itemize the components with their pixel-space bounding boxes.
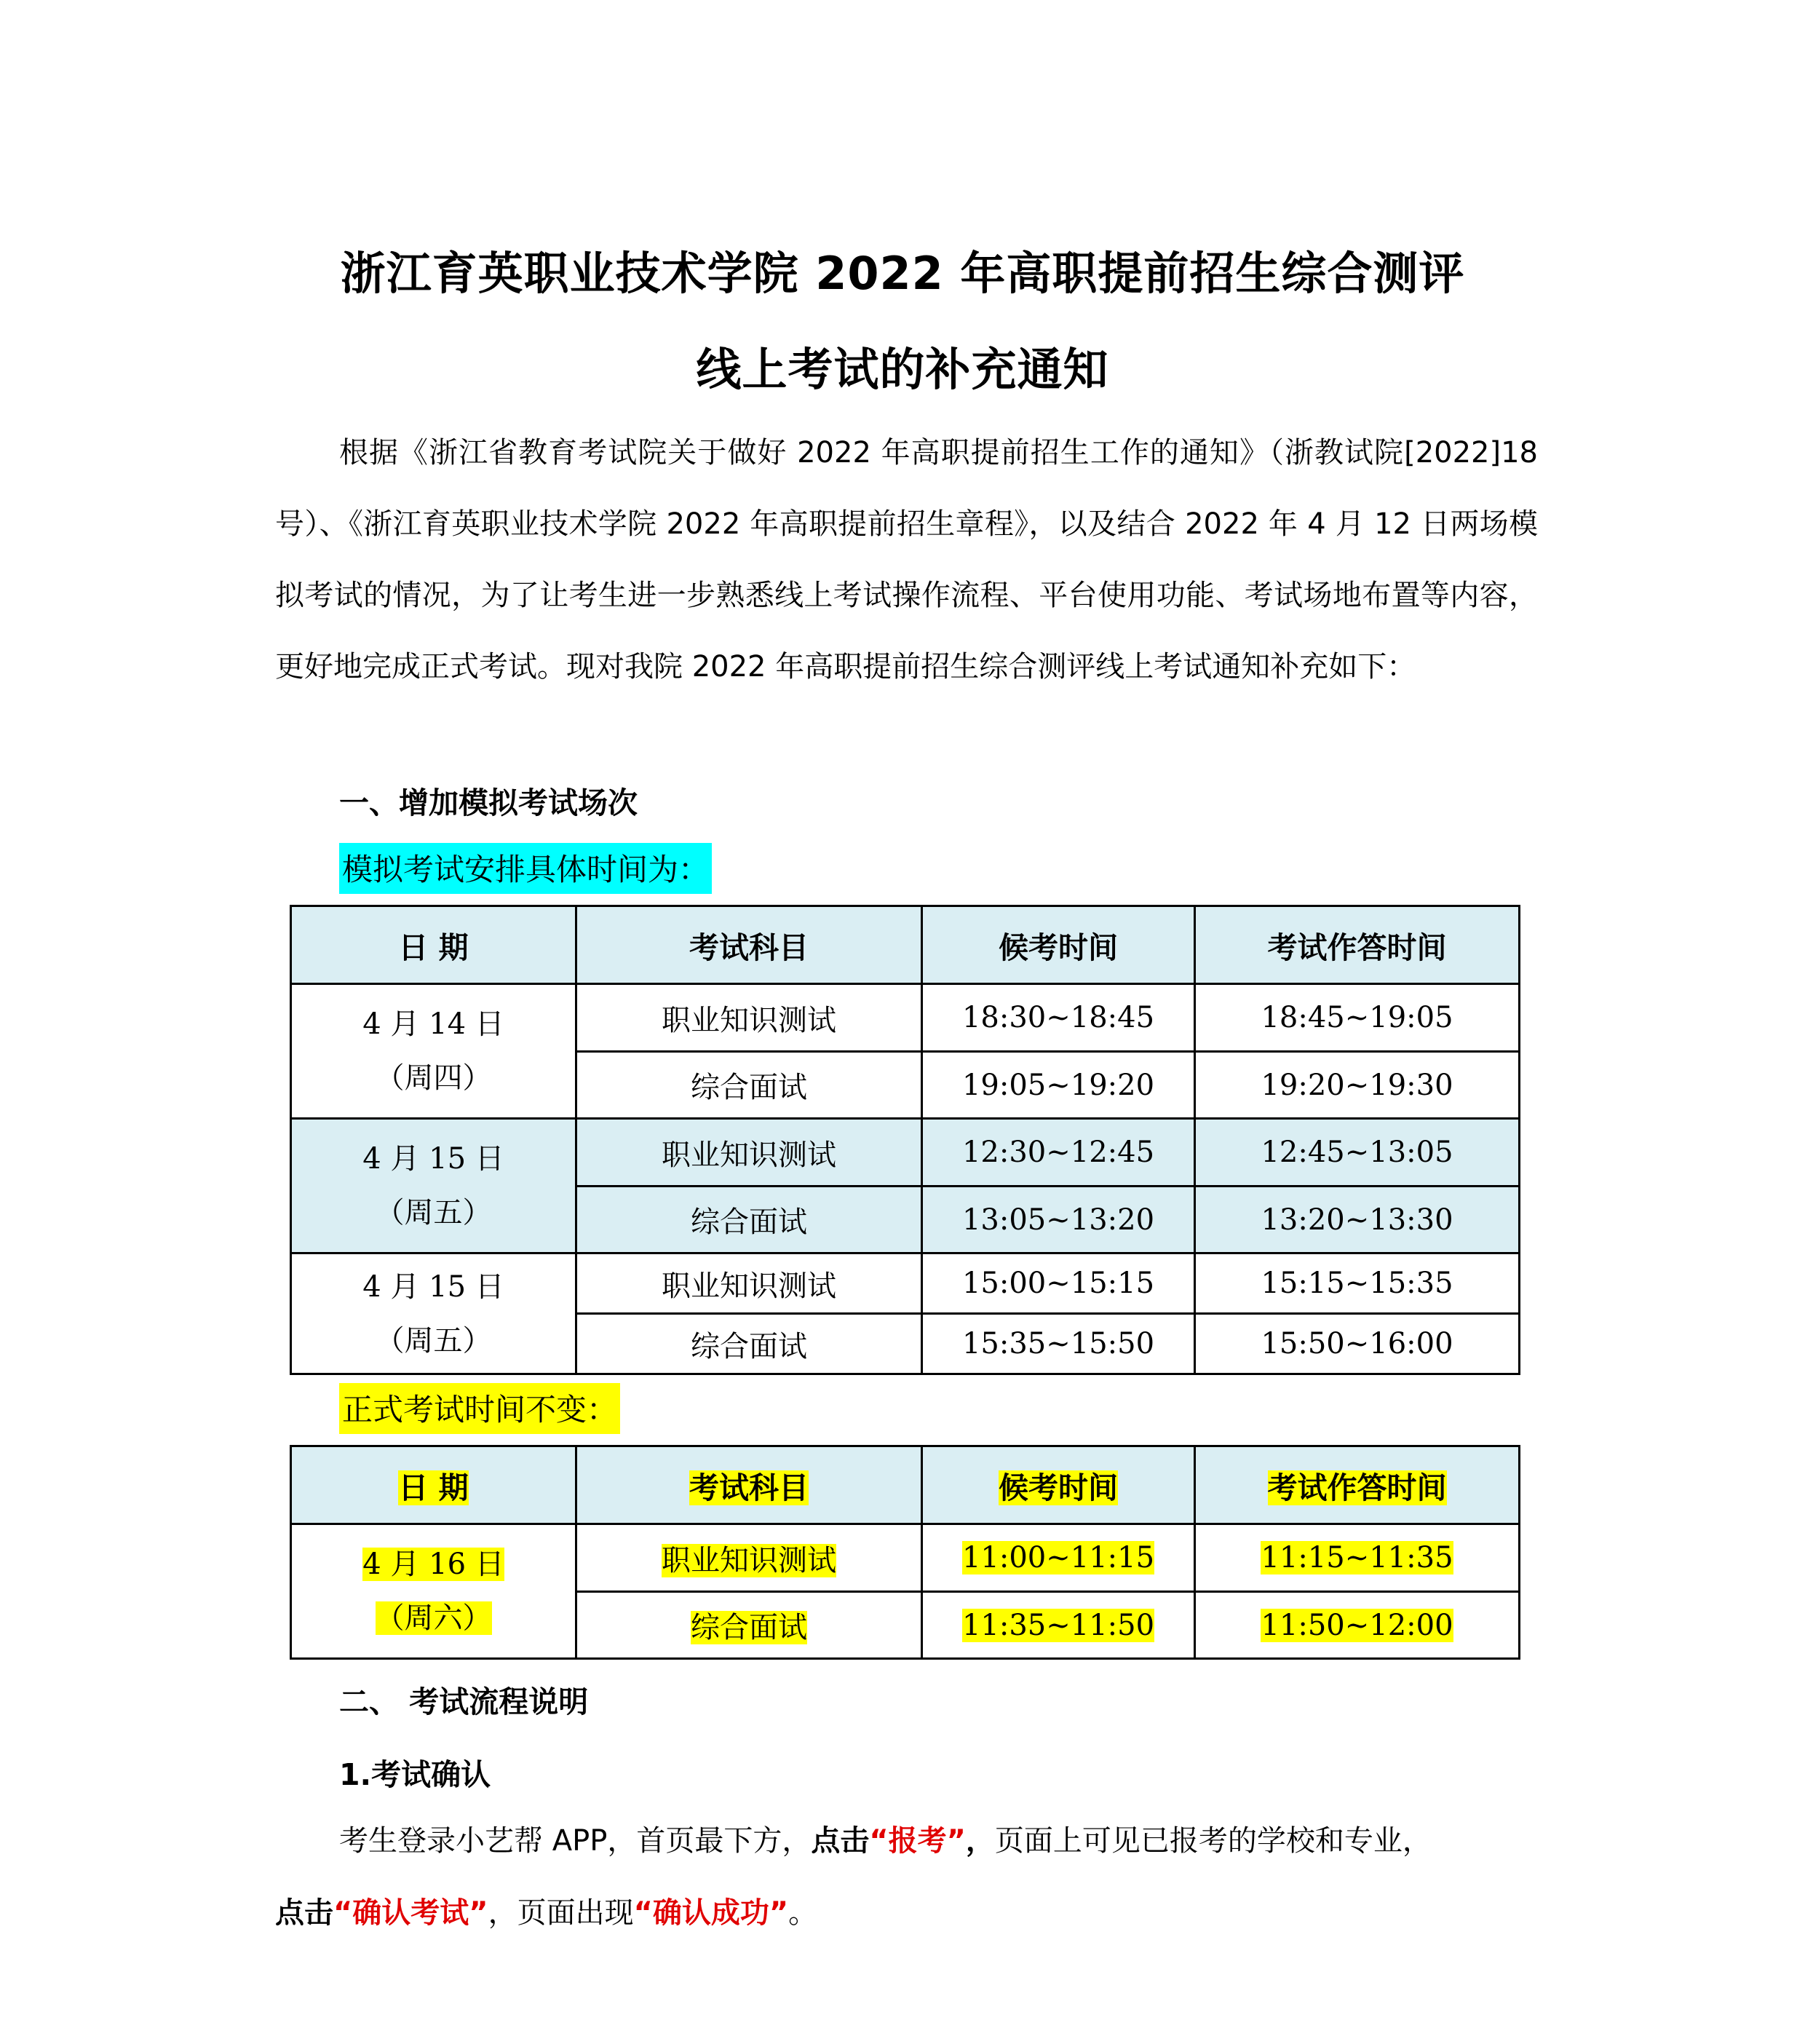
table-row (291, 1524, 1520, 1592)
table-row (291, 1119, 1520, 1187)
table-header-row (291, 906, 1520, 984)
wait-time-cell: 12:30~12:45 (922, 1119, 1195, 1187)
header-subject: 考试科目 (576, 906, 922, 984)
wait-time-cell: 11:35~11:50 (961, 1608, 1155, 1642)
date-text: 4 月 16 日 (362, 1548, 504, 1581)
date-cell (291, 984, 576, 1119)
answer-time-cell: 15:15~15:35 (1195, 1253, 1520, 1314)
confirm-line1-text-e: 页面上可见已报考的学校和专业， (994, 1824, 1432, 1858)
weekday-text: （周五） (375, 1196, 492, 1229)
confirm-line1-baokao: “报考” (869, 1824, 966, 1858)
wait-time-cell: 19:05~19:20 (922, 1052, 1195, 1119)
confirm-line2-text-c: ，页面出现 (488, 1896, 634, 1930)
answer-time-cell: 15:50~16:00 (1195, 1314, 1520, 1374)
date-text: 4 月 15 日 (362, 1142, 504, 1176)
wait-time-cell: 11:00~11:15 (961, 1541, 1155, 1574)
date-text: 4 月 14 日 (362, 1007, 504, 1041)
confirm-line2-end: 。 (788, 1896, 818, 1930)
confirm-line2-confirm-exam: “确认考试” (333, 1896, 488, 1930)
subject-cell: 职业知识测试 (576, 984, 922, 1052)
header-answer-time: 考试作答时间 (1267, 1470, 1447, 1505)
subject-cell: 综合面试 (576, 1314, 922, 1374)
wait-time-cell: 18:30~18:45 (922, 984, 1195, 1052)
section1-heading: 一、增加模拟考试场次 (339, 785, 638, 820)
confirm-line2-click: 点击 (275, 1896, 333, 1930)
wait-time-cell: 15:00~15:15 (922, 1253, 1195, 1314)
answer-time-cell: 18:45~19:05 (1195, 984, 1520, 1052)
weekday-text: （周五） (375, 1323, 492, 1358)
date-text: 4 月 15 日 (362, 1269, 504, 1304)
weekday-text: （周六） (375, 1601, 492, 1635)
date-cell (291, 1524, 576, 1659)
section2-heading: 二、 考试流程说明 (339, 1684, 589, 1719)
header-subject: 考试科目 (689, 1470, 809, 1505)
subject-cell: 综合面试 (576, 1187, 922, 1253)
header-answer-time: 考试作答时间 (1195, 906, 1520, 984)
formal-exam-table (290, 1445, 1520, 1660)
wait-time-cell: 15:35~15:50 (922, 1314, 1195, 1374)
subject-cell: 职业知识测试 (576, 1119, 922, 1187)
confirm-line1 (339, 1818, 1432, 1859)
mock-exam-table (290, 905, 1520, 1375)
table-header-row (291, 1446, 1520, 1524)
answer-time-cell: 12:45~13:05 (1195, 1119, 1520, 1187)
mock-schedule-note: 模拟考试安排具体时间为： (339, 843, 712, 894)
header-wait-time: 候考时间 (922, 906, 1195, 984)
date-cell (291, 1119, 576, 1253)
document-title-line2: 线上考试的补充通知 (696, 343, 1109, 396)
answer-time-cell: 19:20~19:30 (1195, 1052, 1520, 1119)
document-title-line1: 浙江育英职业技术学院 2022 年高职提前招生综合测评 (340, 247, 1465, 300)
header-wait-time: 候考时间 (999, 1470, 1118, 1505)
wait-time-cell: 13:05~13:20 (922, 1187, 1195, 1253)
header-date: 日 期 (398, 1470, 469, 1505)
date-cell (291, 1253, 576, 1374)
formal-schedule-note: 正式考试时间不变： (339, 1383, 620, 1434)
answer-time-cell: 13:20~13:30 (1195, 1187, 1520, 1253)
answer-time-cell: 11:15~11:35 (1261, 1541, 1453, 1574)
table-row (291, 1253, 1520, 1314)
subject-cell: 综合面试 (576, 1052, 922, 1119)
weekday-text: （周四） (375, 1061, 492, 1095)
table-row (291, 984, 1520, 1052)
subject-cell: 职业知识测试 (662, 1543, 836, 1577)
confirm-line1-comma: ， (965, 1824, 995, 1858)
subject-cell: 职业知识测试 (576, 1253, 922, 1314)
header-date: 日 期 (291, 906, 576, 984)
section2-sub1-heading: 1.考试确认 (339, 1757, 491, 1792)
confirm-line1-text-a: 考生登录小艺帮 APP，首页最下方， (339, 1824, 812, 1858)
answer-time-cell: 11:50~12:00 (1261, 1608, 1453, 1642)
confirm-line2-confirm-success: “确认成功” (633, 1896, 789, 1930)
intro-paragraph: 根据《浙江省教育考试院关于做好 2022 年高职提前招生工作的通知》（浙教试院[2022]18 号）、《浙江育英职业技术学院 2022 年高职提前招生章程》，以及结合 2022 年 4 月 12 日两场模拟考试的情况，为了让考生进一步熟悉线上考试操作流程、平台使用功能、考试场地布置等内容，更好地完成正式考试。现对我院 2022 年高职提前招生综合测评线上考试通知补充如下： (275, 436, 1538, 684)
subject-cell: 综合面试 (691, 1611, 807, 1644)
confirm-line1-click: 点击 (811, 1824, 870, 1858)
confirm-line2 (275, 1890, 817, 1931)
